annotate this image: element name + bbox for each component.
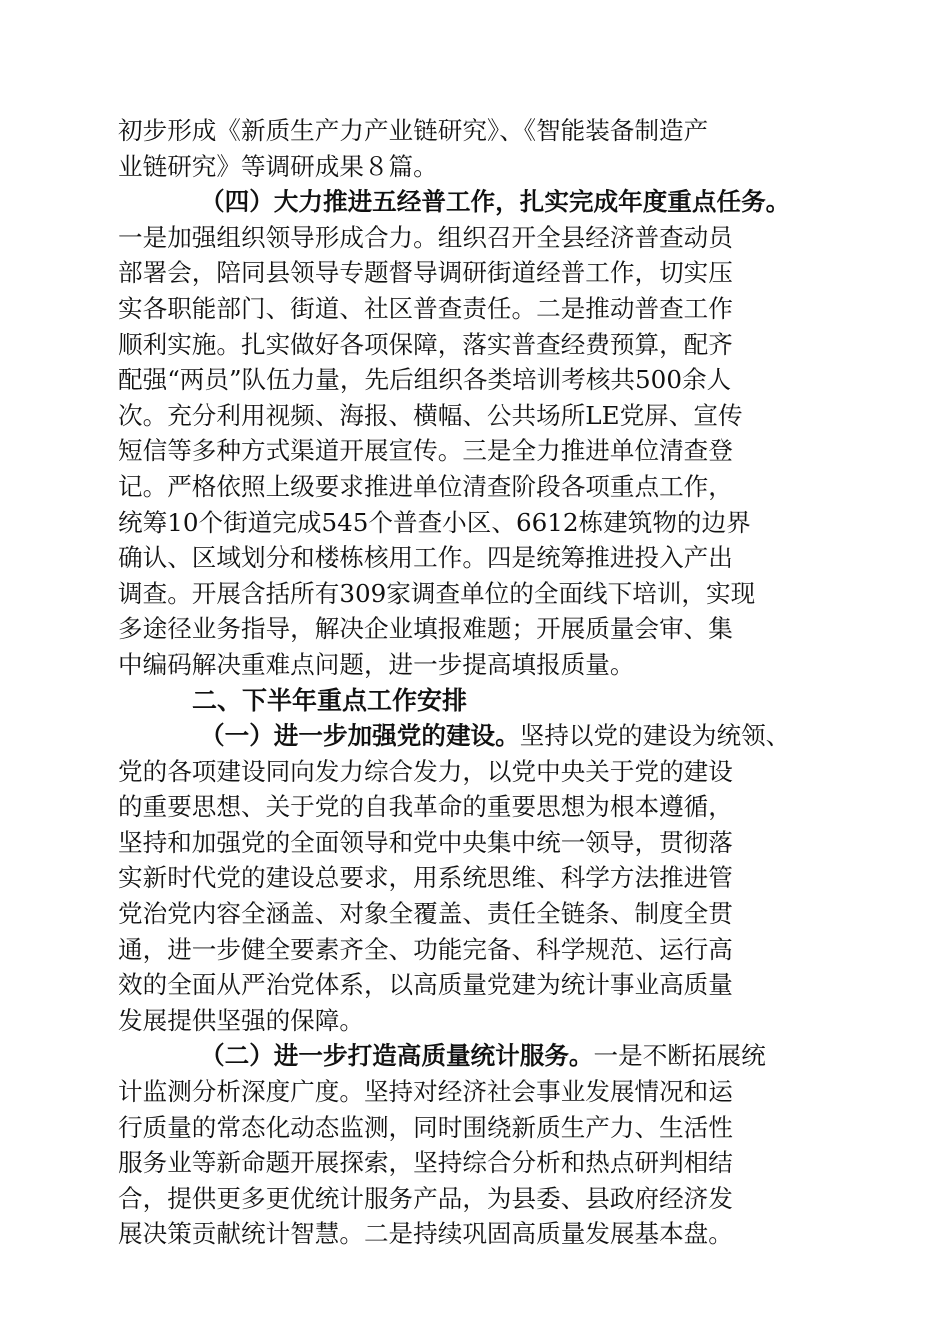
text-line: 党的各项建设同向发力综合发力，以党中央关于党的建设 <box>118 756 733 786</box>
item-1-first-line <box>118 718 834 754</box>
item-1-first-text: 坚持以党的建设为统领、 <box>519 721 791 751</box>
text-line: 计监测分析深度广度。坚持对经济社会事业发展情况和运 <box>118 1077 733 1107</box>
text-line: 顺利实施。扎实做好各项保障，落实普查经费预算，配齐 <box>118 329 733 359</box>
item-1-paragraph <box>118 718 834 1038</box>
text-line: 中编码解决重难点问题，进一步提高填报质量。 <box>118 649 635 679</box>
text-line: 的重要思想、关于党的自我革命的重要思想为根本遵循， <box>118 792 733 822</box>
text-line: 通，进一步健全要素齐全、功能完备、科学规范、运行高 <box>118 934 733 964</box>
text-line: 部署会，陪同县领导专题督导调研街道经普工作，切实压 <box>118 258 733 288</box>
item-1-heading: （一）进一步加强党的建设。 <box>200 721 520 751</box>
text-line: 调查。开展含括所有309家调查单位的全面线下培训，实现 <box>118 578 756 608</box>
text-line: 初步形成《新质生产力产业链研究》、《智能装备制造产 <box>118 116 709 145</box>
text-line: 记。严格依照上级要求推进单位清查阶段各项重点工作， <box>118 471 733 501</box>
text-line: 发展提供坚强的保障。 <box>118 1005 364 1035</box>
part-2-title: 二、下半年重点工作安排 <box>192 685 468 715</box>
text-line: 合，提供更多更优统计服务产品，为县委、县政府经济发 <box>118 1183 733 1213</box>
text-line: 业链研究》等调研成果８篇。 <box>118 151 438 181</box>
text-line: 统筹10个街道完成545个普查小区、6612栋建筑物的边界 <box>118 507 751 537</box>
item-2-paragraph <box>118 1038 834 1252</box>
text-line: 短信等多种方式渠道开展宣传。三是全力推进单位清查登 <box>118 436 733 466</box>
section-4-paragraph <box>118 184 834 682</box>
text-line: 效的全面从严治党体系，以高质量党建为统计事业高质量 <box>118 970 733 1000</box>
text-line: 多途径业务指导，解决企业填报难题；开展质量会审、集 <box>118 614 733 644</box>
text-line: 确认、区域划分和楼栋核用工作。四是统筹推进投入产出 <box>118 543 733 573</box>
text-line: 党治党内容全涵盖、对象全覆盖、责任全链条、制度全贯 <box>118 899 733 929</box>
text-line: 次。充分利用视频、海报、横幅、公共场所LE党屏、宣传 <box>118 400 743 430</box>
text-line: 行质量的常态化动态监测，同时围绕新质生产力、生活性 <box>118 1112 733 1142</box>
text-line: 配强“两员”队伍力量，先后组织各类培训考核共500余人 <box>118 365 732 395</box>
text-line: 一是加强组织领导形成合力。组织召开全县经济普查动员 <box>118 222 733 252</box>
continuation-paragraph <box>118 113 834 184</box>
text-line: 实各职能部门、街道、社区普查责任。二是推动普查工作 <box>118 293 733 323</box>
item-2-first-line <box>118 1038 834 1074</box>
text-line: 坚持和加强党的全面领导和党中央集中统一领导，贯彻落 <box>118 827 733 857</box>
text-line: 展决策贡献统计智慧。二是持续巩固高质量发展基本盘。 <box>118 1219 733 1249</box>
item-2-first-text: 一是不断拓展统 <box>593 1041 766 1071</box>
document-page <box>118 113 834 1252</box>
section-4-heading: （四）大力推进五经普工作，扎实完成年度重点任务。 <box>200 187 791 217</box>
item-2-heading: （二）进一步打造高质量统计服务。 <box>200 1041 594 1071</box>
text-line: 实新时代党的建设总要求，用系统思维、科学方法推进管 <box>118 863 733 893</box>
text-line: 服务业等新命题开展探索，坚持综合分析和热点研判相结 <box>118 1148 733 1178</box>
